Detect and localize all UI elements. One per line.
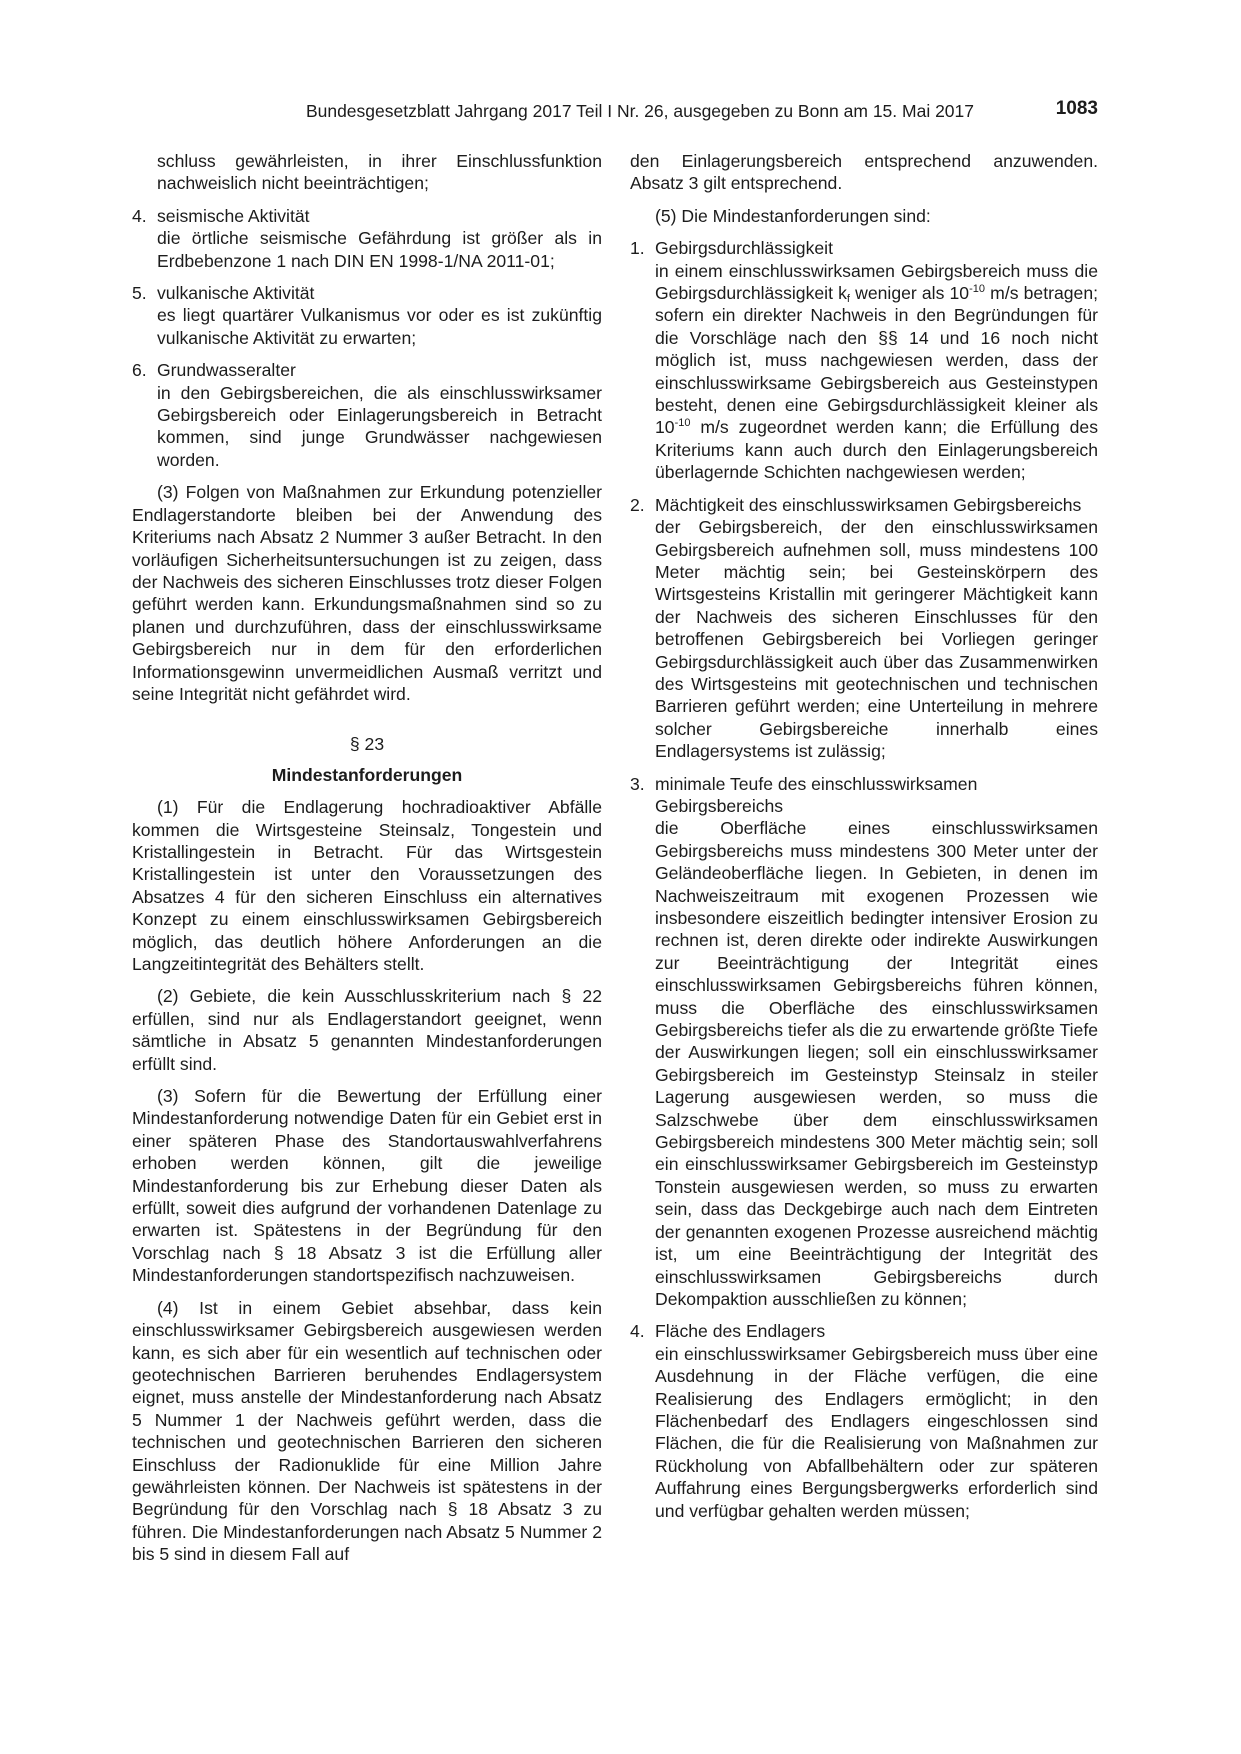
item-title: Grundwasseralter	[157, 360, 296, 381]
subscript: f	[846, 293, 850, 306]
left-column	[132, 150, 602, 1566]
item-body: die Oberfläche eines einschlusswirksamen Gebirgsbereichs muss mindestens 300 Meter unter der Geländeoberfläche liegen. In Gebieten, in denen im Nachweiszeitraum mit exogenen Prozessen wie insbesondere eiszeitlich bedingter intensiver Erosion zu rechnen ist, deren direkte oder indirekte Auswirkungen zur Beeinträchtigung der Integrität eines einschlusswirksamen Gebirgsbereichs führen können, muss die Oberfläche des einschlusswirksamen Gebirgsbereichs tiefer als die zu erwartende größte Tiefe der Auswirkungen liegen; soll ein einschlusswirksamer Gebirgsbereich im Gesteinstyp Steinsalz in steiler Lagerung ausgewiesen werden, so muss die Salzschwebe über dem einschlusswirksamen Gebirgsbereich mindestens 300 Meter mächtig sein; soll ein einschlusswirksamer Gebirgsbereich im Gesteinstyp Tonstein ausgewiesen werden, so muss zu erwarten sein, dass das Deckgebirge auch nach dem Eintreten der genannten exogenen Prozesse ausreichend mächtig ist, um eine Beeinträchtigung der Integrität des einschlusswirksamen Gebirgsbereichs durch Dekompaktion ausschließen zu können;	[655, 818, 1098, 1309]
item-title: seismische Aktivität	[157, 205, 310, 226]
exponent: -10	[969, 283, 986, 296]
list-item	[132, 205, 602, 272]
item-title: vulkanische Aktivität	[157, 283, 315, 304]
item-number: 5.	[132, 283, 147, 304]
section-paragraph-4: (4) Ist in einem Gebiet absehbar, dass kein einschlusswirksamer Gebirgsbereich ausgewiesen werden kann, es sich aber für ein wesentlich auf technischen oder geotechnischen Barrieren beruhendes Endlagersystem eignet, muss anstelle der Mindestanforderung nach Absatz 5 Nummer 1 der Nachweis geführt werden, dass die technischen und geotechnischen Barrieren den sicheren Einschluss der Radionuklide für eine Million Jahre gewährleisten können. Der Nachweis ist spätestens in der Begründung für den Vorschlag nach § 18 Absatz 3 zu führen. Die Mindestanforderungen nach Absatz 5 Nummer 2 bis 5 sind in diesem Fall auf	[132, 1297, 602, 1565]
list-item	[630, 237, 1098, 483]
continued-text: schluss gewährleisten, in ihrer Einschlussfunktion nachweislich nicht beeinträchtigen;	[157, 151, 602, 194]
item-number: 1.	[630, 238, 645, 259]
list-item	[132, 282, 602, 349]
item-text: m/s zugeordnet werden kann; die Erfüllung des Kriteriums kann auch durch den Einlagerungsbereich überlagernde Schichten nachgewiesen werden;	[655, 417, 1098, 483]
item-body	[630, 260, 1098, 484]
list-item	[630, 1320, 1098, 1522]
list-item	[630, 773, 1098, 1311]
list-item	[132, 359, 602, 471]
item-text: weniger als 10	[849, 283, 970, 304]
item-title: Gebirgsdurchlässigkeit	[655, 238, 833, 259]
list-item	[630, 494, 1098, 763]
section-title: Mindestanforderungen	[271, 764, 463, 785]
item-number: 6.	[132, 360, 147, 381]
item-body: es liegt quartärer Vulkanismus vor oder es ist zukünftig vulkanische Aktivität zu erwarten;	[157, 305, 602, 348]
item-number: 2.	[630, 494, 645, 515]
item-text: m/s betragen; sofern ein direkter Nachweis in den Begründungen für die Vorschläge nach den §§ 14 und 16 noch nicht möglich ist, muss nachgewiesen werden, dass der einschlusswirksame Gebirgsbereich aus Gesteinstypen besteht, denen eine Gebirgsdurchlässigkeit kleiner als 10	[655, 283, 1098, 438]
item-number: 3.	[630, 773, 645, 794]
item-number: 4.	[132, 205, 147, 226]
item-body: die örtliche seismische Gefährdung ist größer als in Erdbebenzone 1 nach DIN EN 1998-1/NA 2011-01;	[157, 228, 602, 271]
paragraph-3: (3) Folgen von Maßnahmen zur Erkundung potenzieller Endlagerstandorte bleiben bei der Anwendung des Kriteriums nach Absatz 2 Nummer 3 außer Betracht. In den vorläufigen Sicherheitsuntersuchungen ist zu zeigen, dass der Nachweis des sicheren Einschlusses trotz dieser Folgen geführt werden kann. Erkundungsmaßnahmen sind so zu planen und durchzuführen, dass der einschlusswirksame Gebirgsbereich nur in dem für den erforderlichen Informationsgewinn unvermeidlichen Ausmaß verritzt und seine Integrität nicht gefährdet wird.	[132, 482, 602, 704]
item-text: in einem einschlusswirksamen Gebirgsbereich muss die Gebirgsdurchlässigkeit k	[655, 260, 1098, 304]
section-number: § 23	[349, 734, 385, 755]
page-number: 1083	[1055, 98, 1098, 119]
section-paragraph-5: (5) Die Mindestanforderungen sind:	[655, 205, 931, 226]
right-column	[630, 150, 1098, 1522]
item-title: Mächtigkeit des einschlusswirksamen Gebirgsbereichs	[655, 494, 1082, 515]
item-title: minimale Teufe des einschlusswirksamen Gebirgsbereichs	[655, 773, 978, 816]
running-header	[132, 98, 1098, 128]
exponent: -10	[674, 417, 691, 430]
item-title: Fläche des Endlagers	[655, 1321, 826, 1342]
section-paragraph-1: (1) Für die Endlagerung hochradioaktiver Abfälle kommen die Wirtsgesteine Steinsalz, Tongestein und Kristallingestein in Betracht. Für das Wirtsgestein Kristallingestein ist unter den Voraussetzungen des Absatzes 4 für den sicheren Einschluss ein alternatives Konzept zu einem einschlusswirksamen Gebirgsbereich möglich, das deutlich höhere Anforderungen an die Langzeitintegrität des Behälters stellt.	[132, 797, 602, 974]
item-body: der Gebirgsbereich, der den einschlusswirksamen Gebirgsbereich aufnehmen soll, muss mindestens 100 Meter mächtig sein; bei Gesteinskörpern des Wirtsgesteins Kristallin mit geringerer Mächtigkeit kann der Nachweis des sicheren Einschlusses für den betroffenen Gebirgsbereich bei Vorliegen geringer Gebirgsdurchlässigkeit auch über das Zusammenwirken des Wirtsgesteins mit geotechnischen und technischen Barrieren geführt werden; eine Unterteilung in mehrere solcher Gebirgsbereiche innerhalb eines Endlagersystems ist zulässig;	[655, 517, 1098, 762]
item-body: in den Gebirgsbereichen, die als einschlusswirksamer Gebirgsbereich oder Einlagerungsbereich in Betracht kommen, sind junge Grundwässer nachgewiesen worden.	[157, 382, 602, 470]
continued-text: den Einlagerungsbereich entsprechend anzuwenden. Absatz 3 gilt entsprechend.	[630, 151, 1098, 194]
section-paragraph-2: (2) Gebiete, die kein Ausschlusskriterium nach § 22 erfüllen, sind nur als Endlagerstandort geeignet, wenn sämtliche in Absatz 5 genannten Mindestanforderungen erfüllt sind.	[132, 986, 602, 1074]
item-number: 4.	[630, 1321, 645, 1342]
item-body: ein einschlusswirksamer Gebirgsbereich muss über eine Ausdehnung in der Fläche verfügen, die eine Realisierung des Endlagers ermöglicht; in den Flächenbedarf des Endlagers eingeschlossen sind Flächen, die für die Realisierung von Maßnahmen zur Rückholung von Abfallbehältern oder zur späteren Auffahrung eines Bergungsbergwerks erforderlich sind und verfügbar gehalten werden müssen;	[655, 1343, 1098, 1521]
running-title: Bundesgesetzblatt Jahrgang 2017 Teil I Nr. 26, ausgegeben zu Bonn am 15. Mai 2017	[305, 101, 974, 121]
section-paragraph-3: (3) Sofern für die Bewertung der Erfüllung einer Mindestanforderung notwendige Daten für ein Gebiet erst in einer späteren Phase des Standortauswahlverfahrens erhoben werden können, gilt die jeweilige Mindestanforderung bis zur Erhebung dieser Daten als erfüllt, soweit dies aufgrund der vorhandenen Datenlage zu erwarten ist. Spätestens in der Begründung für den Vorschlag nach § 18 Absatz 3 ist die Erfüllung aller Mindestanforderungen standortspezifisch nachzuweisen.	[132, 1086, 602, 1286]
